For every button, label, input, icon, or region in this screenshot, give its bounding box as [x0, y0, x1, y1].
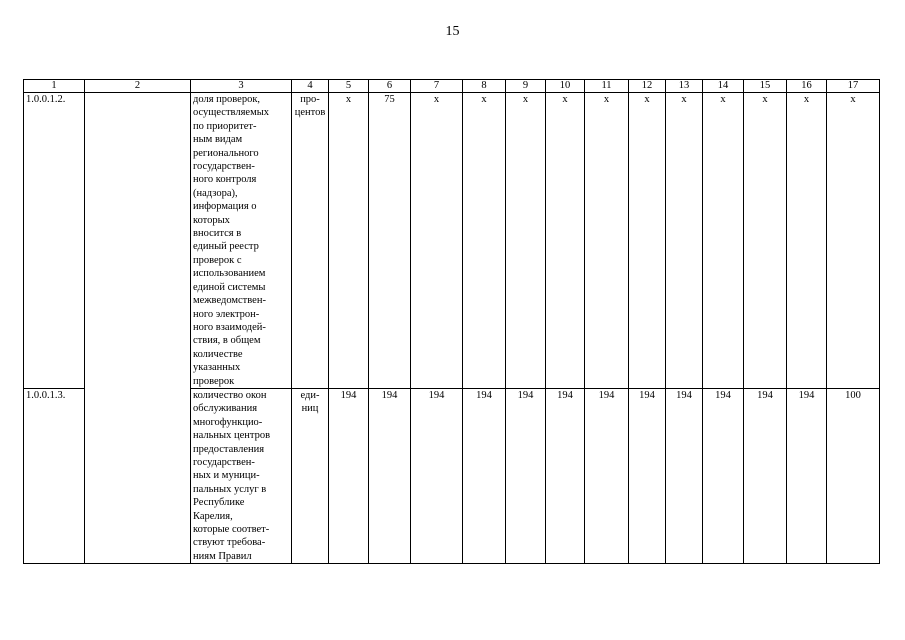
value-cell: 194 — [411, 388, 463, 563]
value-cell: х — [666, 93, 703, 389]
value-cell: х — [506, 93, 546, 389]
value-cell: 194 — [585, 388, 629, 563]
indicators-table — [23, 79, 880, 564]
value-cell: х — [329, 93, 369, 389]
value-cell: 194 — [744, 388, 787, 563]
value-cell: 194 — [329, 388, 369, 563]
value-cell: х — [703, 93, 744, 389]
indicator-code: 1.0.0.1.2. — [24, 93, 85, 389]
column-number: 8 — [463, 80, 506, 93]
column-number: 5 — [329, 80, 369, 93]
column-number: 9 — [506, 80, 546, 93]
value-cell: 194 — [369, 388, 411, 563]
value-cell: 194 — [546, 388, 585, 563]
indicator-unit: про- центов — [292, 93, 329, 389]
column-number: 3 — [191, 80, 292, 93]
value-cell: х — [411, 93, 463, 389]
indicator-code: 1.0.0.1.3. — [24, 388, 85, 563]
value-cell: 194 — [787, 388, 827, 563]
value-cell: х — [585, 93, 629, 389]
indicator-description: количество окон обслуживания многофункцио- нальных центров предоставления государствен- ных и муници- пальных услуг в Республике Карелия, которые соответ- ствуют требова- ниям Правил — [191, 388, 292, 563]
column-number: 16 — [787, 80, 827, 93]
value-cell: 194 — [629, 388, 666, 563]
value-cell: 194 — [703, 388, 744, 563]
column-number: 7 — [411, 80, 463, 93]
column-number: 17 — [827, 80, 880, 93]
value-cell: 194 — [506, 388, 546, 563]
table-row — [24, 93, 880, 389]
column-number: 12 — [629, 80, 666, 93]
column-number: 13 — [666, 80, 703, 93]
indicator-unit: еди- ниц — [292, 388, 329, 563]
indicator-description: доля проверок, осуществляемых по приоритет- ным видам регионального государствен- ного контроля (надзора), информация о которых вносится в единый реестр проверок с использованием единой системы межведомствен- ного электрон- ного взаимодей- ствия, в общем количестве указанных проверок — [191, 93, 292, 389]
column-number: 11 — [585, 80, 629, 93]
column-number: 2 — [85, 80, 191, 93]
empty-cell — [85, 93, 191, 564]
column-number: 1 — [24, 80, 85, 93]
value-cell: 100 — [827, 388, 880, 563]
value-cell: х — [827, 93, 880, 389]
column-number: 4 — [292, 80, 329, 93]
header-row — [24, 80, 880, 93]
value-cell: 75 — [369, 93, 411, 389]
column-number: 14 — [703, 80, 744, 93]
value-cell: х — [787, 93, 827, 389]
value-cell: х — [463, 93, 506, 389]
value-cell: х — [546, 93, 585, 389]
column-number: 10 — [546, 80, 585, 93]
column-number: 15 — [744, 80, 787, 93]
value-cell: 194 — [463, 388, 506, 563]
value-cell: 194 — [666, 388, 703, 563]
value-cell: х — [744, 93, 787, 389]
column-number: 6 — [369, 80, 411, 93]
page-number: 15 — [445, 24, 460, 39]
value-cell: х — [629, 93, 666, 389]
